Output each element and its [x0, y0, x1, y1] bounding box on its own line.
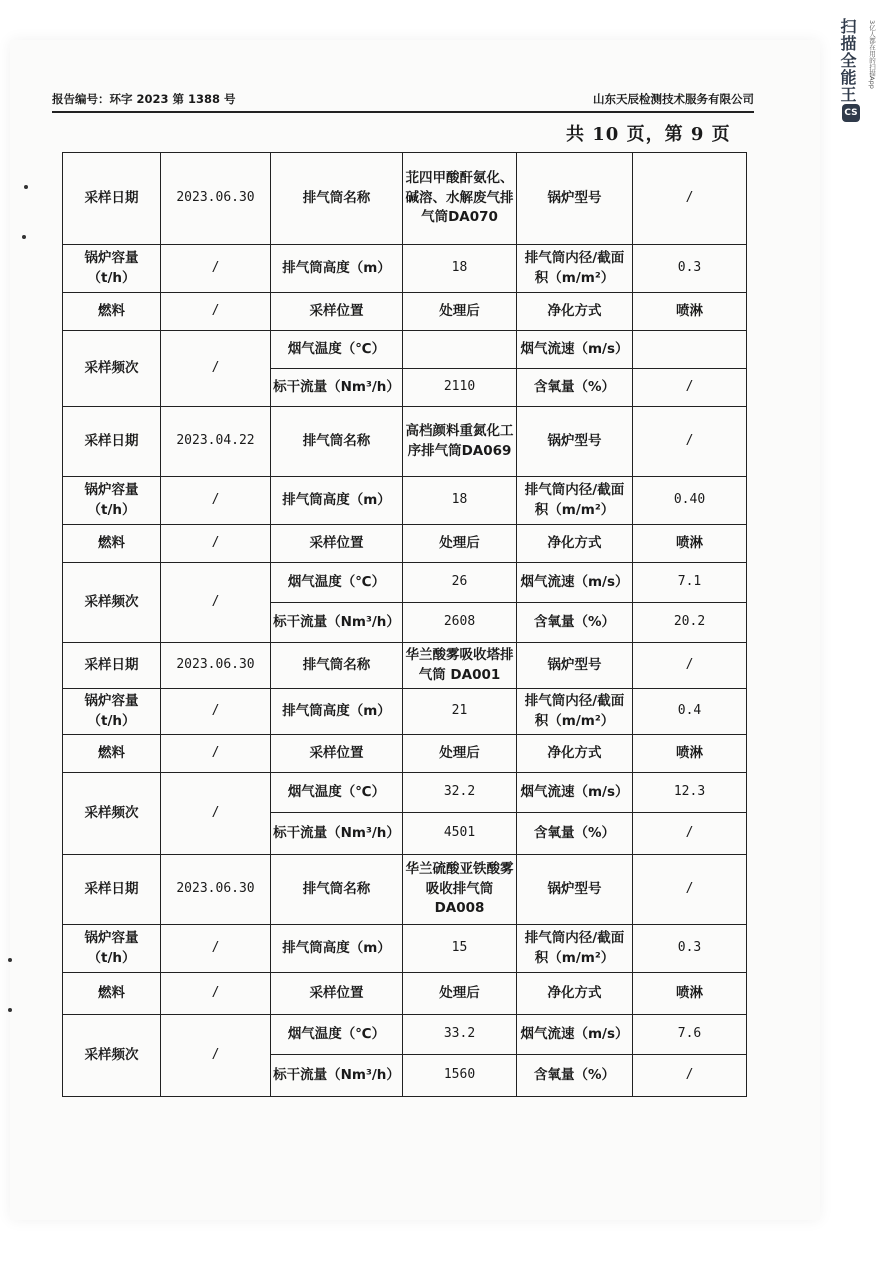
flue-velocity-value: 7.1 [633, 563, 747, 603]
table-row-sample-date [63, 855, 747, 925]
oxygen-value: 20.2 [633, 603, 747, 643]
label-stack-name: 排气筒名称 [271, 855, 403, 925]
label-sample-freq: 采样频次 [63, 563, 161, 643]
label-stack-name: 排气筒名称 [271, 407, 403, 477]
fuel-value: / [161, 293, 271, 331]
stack-name-value: 高档颜料重氮化工序排气筒DA069 [403, 407, 517, 477]
label-sample-location: 采样位置 [271, 735, 403, 773]
boiler-capacity-value: / [161, 245, 271, 293]
label-sample-date: 采样日期 [63, 407, 161, 477]
label-sample-date: 采样日期 [63, 855, 161, 925]
report-header [52, 89, 754, 113]
stack-height-value: 18 [403, 245, 517, 293]
sample-location-value: 处理后 [403, 735, 517, 773]
label-fuel: 燃料 [63, 735, 161, 773]
flue-velocity-value: 12.3 [633, 773, 747, 813]
oxygen-value: / [633, 369, 747, 407]
table-row-sample-date [63, 407, 747, 477]
sample-date-value: 2023.04.22 [161, 407, 271, 477]
label-stack-name: 排气筒名称 [271, 153, 403, 245]
label-std-flow: 标干流量（Nm³/h） [271, 369, 403, 407]
flue-velocity-value [633, 331, 747, 369]
purification-value: 喷淋 [633, 293, 747, 331]
flue-velocity-value: 7.6 [633, 1015, 747, 1055]
label-purification: 净化方式 [517, 973, 633, 1015]
cs-logo-icon: CS [842, 104, 860, 122]
oxygen-value: / [633, 1055, 747, 1097]
label-sample-location: 采样位置 [271, 973, 403, 1015]
sample-freq-value: / [161, 331, 271, 407]
table-row-fuel [63, 735, 747, 773]
label-flue-velocity: 烟气流速（m/s） [517, 563, 633, 603]
table-row-flue-temp [63, 563, 747, 603]
stack-diameter-value: 0.4 [633, 689, 747, 735]
label-boiler-model: 锅炉型号 [517, 855, 633, 925]
label-boiler-model: 锅炉型号 [517, 407, 633, 477]
table-row-flue-temp [63, 773, 747, 813]
label-boiler-capacity: 锅炉容量（t/h） [63, 925, 161, 973]
table-row-fuel [63, 525, 747, 563]
label-oxygen: 含氧量（%） [517, 813, 633, 855]
label-flue-temp: 烟气温度（℃） [271, 331, 403, 369]
label-oxygen: 含氧量（%） [517, 369, 633, 407]
report-number: 报告编号：环字 2023 第 1388 号 [52, 92, 236, 106]
sample-date-value: 2023.06.30 [161, 855, 271, 925]
boiler-model-value: / [633, 407, 747, 477]
flue-temp-value [403, 331, 517, 369]
label-sample-location: 采样位置 [271, 293, 403, 331]
purification-value: 喷淋 [633, 973, 747, 1015]
label-boiler-capacity: 锅炉容量（t/h） [63, 245, 161, 293]
sample-freq-value: / [161, 773, 271, 855]
sample-location-value: 处理后 [403, 973, 517, 1015]
flue-temp-value: 32.2 [403, 773, 517, 813]
label-purification: 净化方式 [517, 735, 633, 773]
std-flow-value: 4501 [403, 813, 517, 855]
scanner-brand-tagline: 3亿人都在用的扫描App [868, 20, 876, 89]
stack-name-value: 华兰酸雾吸收塔排气筒 DA001 [403, 643, 517, 689]
label-fuel: 燃料 [63, 525, 161, 563]
stack-height-value: 21 [403, 689, 517, 735]
boiler-model-value: / [633, 153, 747, 245]
boiler-capacity-value: / [161, 925, 271, 973]
label-sample-freq: 采样频次 [63, 1015, 161, 1097]
fuel-value: / [161, 973, 271, 1015]
label-purification: 净化方式 [517, 293, 633, 331]
scan-speck [22, 235, 26, 239]
label-boiler-model: 锅炉型号 [517, 643, 633, 689]
label-boiler-capacity: 锅炉容量（t/h） [63, 689, 161, 735]
label-sample-freq: 采样频次 [63, 331, 161, 407]
label-std-flow: 标干流量（Nm³/h） [271, 603, 403, 643]
label-sample-freq: 采样频次 [63, 773, 161, 855]
label-stack-height: 排气筒高度（m） [271, 477, 403, 525]
label-oxygen: 含氧量（%） [517, 1055, 633, 1097]
label-stack-name: 排气筒名称 [271, 643, 403, 689]
table-row-boiler-capacity [63, 689, 747, 735]
label-stack-diameter: 排气筒内径/截面积（m/m²） [517, 689, 633, 735]
oxygen-value: / [633, 813, 747, 855]
stack-height-value: 18 [403, 477, 517, 525]
std-flow-value: 1560 [403, 1055, 517, 1097]
scan-speck [8, 958, 12, 962]
label-boiler-capacity: 锅炉容量（t/h） [63, 477, 161, 525]
scan-speck [24, 185, 28, 189]
label-stack-height: 排气筒高度（m） [271, 925, 403, 973]
label-flue-velocity: 烟气流速（m/s） [517, 1015, 633, 1055]
label-flue-velocity: 烟气流速（m/s） [517, 331, 633, 369]
purification-value: 喷淋 [633, 525, 747, 563]
sample-freq-value: / [161, 1015, 271, 1097]
label-flue-velocity: 烟气流速（m/s） [517, 773, 633, 813]
sample-location-value: 处理后 [403, 293, 517, 331]
label-sample-date: 采样日期 [63, 643, 161, 689]
sample-freq-value: / [161, 563, 271, 643]
label-std-flow: 标干流量（Nm³/h） [271, 1055, 403, 1097]
table-row-fuel [63, 293, 747, 331]
stack-diameter-value: 0.3 [633, 245, 747, 293]
label-flue-temp: 烟气温度（℃） [271, 773, 403, 813]
scanner-brand-watermark: 扫描全能王 [838, 18, 857, 103]
purification-value: 喷淋 [633, 735, 747, 773]
label-fuel: 燃料 [63, 973, 161, 1015]
fuel-value: / [161, 525, 271, 563]
boiler-model-value: / [633, 643, 747, 689]
flue-temp-value: 33.2 [403, 1015, 517, 1055]
label-flue-temp: 烟气温度（℃） [271, 563, 403, 603]
label-sample-location: 采样位置 [271, 525, 403, 563]
sample-date-value: 2023.06.30 [161, 153, 271, 245]
label-purification: 净化方式 [517, 525, 633, 563]
table-row-sample-date [63, 153, 747, 245]
page-count: 共 10 页，第 9 页 [566, 124, 731, 145]
company-name: 山东天辰检测技术服务有限公司 [593, 92, 754, 106]
stack-diameter-value: 0.40 [633, 477, 747, 525]
label-stack-height: 排气筒高度（m） [271, 689, 403, 735]
label-flue-temp: 烟气温度（℃） [271, 1015, 403, 1055]
fuel-value: / [161, 735, 271, 773]
label-fuel: 燃料 [63, 293, 161, 331]
boiler-capacity-value: / [161, 477, 271, 525]
std-flow-value: 2608 [403, 603, 517, 643]
label-stack-height: 排气筒高度（m） [271, 245, 403, 293]
label-boiler-model: 锅炉型号 [517, 153, 633, 245]
table-body [63, 153, 747, 1097]
sample-date-value: 2023.06.30 [161, 643, 271, 689]
stack-height-value: 15 [403, 925, 517, 973]
stack-name-value: 苝四甲酸酐氨化、碱溶、水解废气排气筒DA070 [403, 153, 517, 245]
label-stack-diameter: 排气筒内径/截面积（m/m²） [517, 245, 633, 293]
label-std-flow: 标干流量（Nm³/h） [271, 813, 403, 855]
std-flow-value: 2110 [403, 369, 517, 407]
table-row-flue-temp [63, 1015, 747, 1055]
table-row-boiler-capacity [63, 925, 747, 973]
scan-speck [8, 1008, 12, 1012]
label-stack-diameter: 排气筒内径/截面积（m/m²） [517, 925, 633, 973]
stack-diameter-value: 0.3 [633, 925, 747, 973]
sample-location-value: 处理后 [403, 525, 517, 563]
label-oxygen: 含氧量（%） [517, 603, 633, 643]
boiler-capacity-value: / [161, 689, 271, 735]
table-row-boiler-capacity [63, 477, 747, 525]
exhaust-stack-table [62, 152, 747, 1097]
boiler-model-value: / [633, 855, 747, 925]
table-row-boiler-capacity [63, 245, 747, 293]
table-row-fuel [63, 973, 747, 1015]
stack-name-value: 华兰硫酸亚铁酸雾吸收排气筒 DA008 [403, 855, 517, 925]
flue-temp-value: 26 [403, 563, 517, 603]
table-row-flue-temp [63, 331, 747, 369]
table-row-sample-date [63, 643, 747, 689]
label-stack-diameter: 排气筒内径/截面积（m/m²） [517, 477, 633, 525]
label-sample-date: 采样日期 [63, 153, 161, 245]
